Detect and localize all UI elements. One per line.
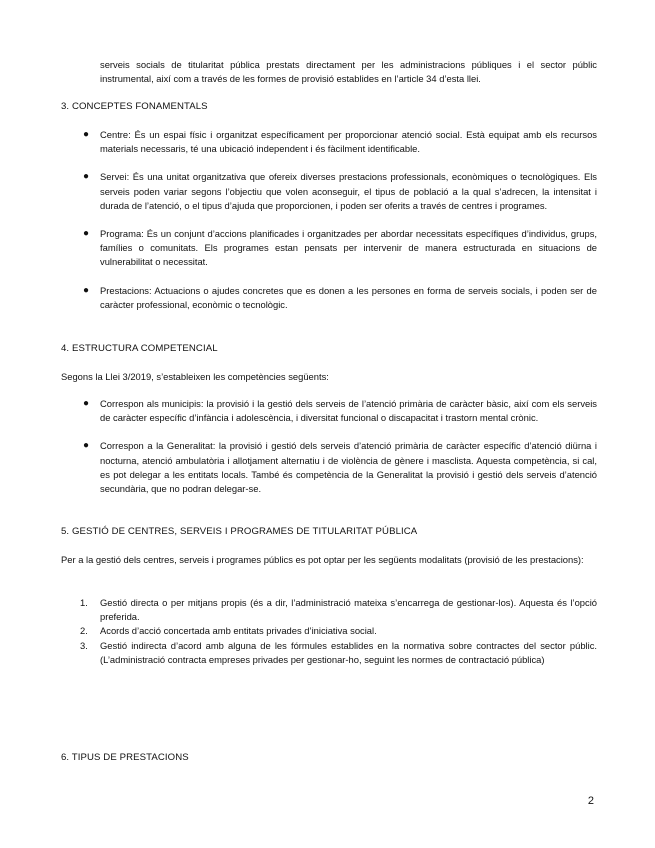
item-text: Gestió indirecta d’acord amb alguna de les fórmules establides en la normativa sobre contractes del sector públic. (L’administració contracta empreses privades per gestionar-ho, seguint les normes de contractació pública) [100, 639, 597, 665]
list-item-text: Programa: És un conjunt d’accions planificades i organitzades per abordar necessitats específiques d’individus, grups, famílies o comunitats. Els programes estan pensats per intervenir de manera estructurada en situacions de vulnerabilitat o necessitat. [100, 228, 597, 268]
numbered-item [61, 639, 597, 667]
item-number: 1. [80, 597, 88, 608]
bullet-icon: ● [83, 228, 90, 240]
section-4-heading: 4. ESTRUCTURA COMPETENCIAL [61, 343, 218, 354]
section-5-heading: 5. GESTIÓ DE CENTRES, SERVEIS I PROGRAMES DE TITULARITAT PÚBLICA [61, 526, 418, 537]
bullet-icon: ● [83, 398, 90, 409]
list-item-text: Prestacions: Actuacions o ajudes concretes que es donen a les persones en forma de serveis socials, i poden ser de caràcter professional, econòmic o tecnològic. [100, 284, 597, 310]
item-number: 3. [80, 639, 88, 651]
section-3-heading: 3. CONCEPTES FONAMENTALS [61, 101, 208, 112]
bullet-icon: ● [83, 129, 90, 140]
list-item-generalitat [61, 439, 597, 496]
item-text: Gestió directa o per mitjans propis (és a dir, l’administració mateixa s’encarrega de gestionar-los). Aquesta és l’opció preferida. [100, 597, 597, 623]
section-5-intro: Per a la gestió dels centres, serveis i programes públics es pot optar per les següents modalitats (provisió de les prestacions): [61, 554, 584, 565]
section-4-list [61, 397, 597, 496]
list-item-programa [61, 227, 597, 270]
bullet-icon: ● [83, 440, 90, 452]
section-4-intro: Segons la Llei 3/2019, s’estableixen les competències següents: [61, 371, 329, 382]
list-item-servei [61, 170, 597, 213]
page-number: 2 [587, 795, 594, 807]
bullet-icon: ● [83, 284, 90, 296]
list-item-municipis [61, 397, 597, 425]
list-item-text: Correspon a la Generalitat: la provisió i gestió dels serveis d’atenció primària de caràcter específic d’atenció diürna i nocturna, atenció ambulatòria i allotjament alternatiu i de violència de gènere i masclista. Aquesta competència, si cal, es pot delegar a les entitats locals. També és competència de la Generalitat la provisió i gestió dels serveis d’atenció secundària, que no podran delegar-se. [100, 440, 597, 495]
list-item-prestacions [61, 284, 597, 312]
list-item-text: Correspon als municipis: la provisió i la gestió dels serveis de l’atenció primària de caràcter bàsic, així com els serveis de caràcter específic d’infància i adolescència, i diversitat funcional o discapacitat i trastorn mental crònic. [100, 398, 597, 424]
bullet-icon: ● [83, 171, 90, 183]
item-text: Acords d’acció concertada amb entitats privades d’iniciativa social. [100, 625, 377, 637]
section-3-list [61, 128, 597, 312]
intro-paragraph: serveis socials de titularitat pública prestats directament per les administracions públiques i el sector públic instrumental, així com a través de les formes de provisió establides en l’article 34 d’esta llei. [100, 59, 597, 85]
section-6-heading: 6. TIPUS DE PRESTACIONS [61, 752, 189, 763]
section-5-list [61, 596, 597, 667]
list-item-text: Centre: És un espai físic i organitzat específicament per proporcionar atenció social. Està equipat amb els recursos materials necessaris, té una ubicació independent i és fàcilment identificable. [100, 129, 597, 155]
numbered-item [61, 624, 597, 638]
list-item-centre [61, 128, 597, 156]
numbered-item [61, 596, 597, 624]
list-item-text: Servei: És una unitat organitzativa que ofereix diverses prestacions professionals, econòmiques o tecnològiques. Els serveis poden variar segons l’objectiu que volen aconseguir, el tipus de població a la qual s’adrecen, la intensitat i durada de l’atenció, o el tipus d’ajuda que proporcionen, i poden ser oferits a través de centres i programes. [100, 171, 597, 211]
item-number: 2. [80, 625, 88, 637]
